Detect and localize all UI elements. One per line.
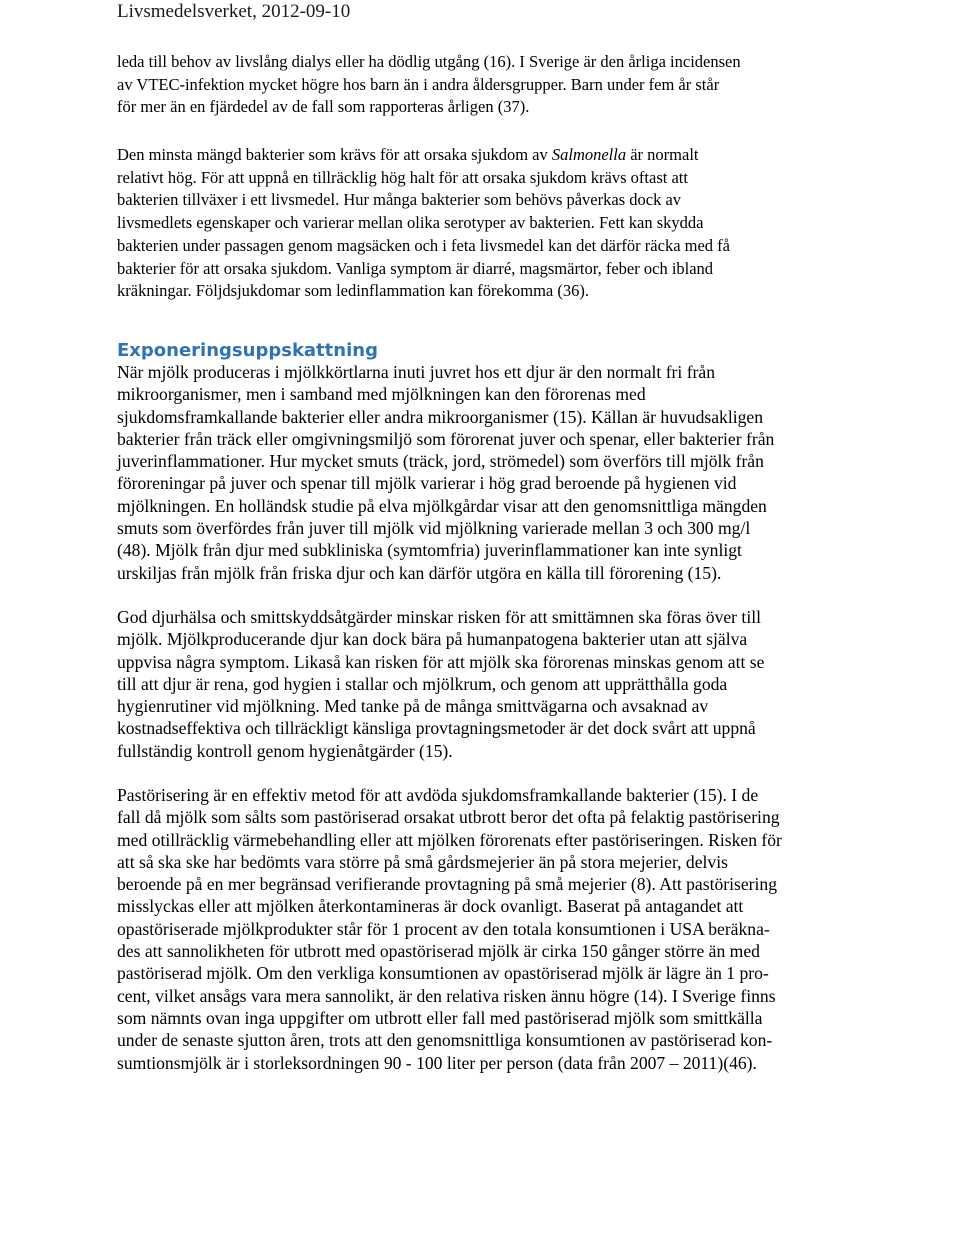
text-run: Den minsta mängd bakterier som krävs för att orsaka sjukdom av — [117, 145, 552, 164]
text-line: des att sannolikheten för utbrott med opastöriserad mjölk är cirka 150 gånger större än med — [117, 941, 760, 962]
text-line: sumtionsmjölk är i storleksordningen 90 - 100 liter per person (data från 2007 – 2011)(46). — [117, 1052, 757, 1073]
text-line: urskiljas från mjölk från friska djur och kan därför utgöra en källa till förorening (15). — [117, 562, 722, 583]
text-line: Pastörisering är en effektiv metod för att avdöda sjukdomsframkallande bakterier (15). I de — [117, 785, 759, 805]
text-line — [117, 144, 857, 167]
text-line: När mjölk produceras i mjölkkörtlarna inuti juvret hos ett djur är den normalt fri från — [117, 362, 716, 382]
text-line: bakterien tillväxer i ett livsmedel. Hur många bakterier som behövs påverkas dock av — [117, 190, 682, 210]
text-line: kräkningar. Följdsjukdomar som ledinflammation kan förekomma (36). — [117, 281, 589, 301]
paragraph-vtec — [117, 51, 857, 119]
text-line: fall då mjölk som sålts som pastöriserad orsakat utbrott beror det ofta på felaktig pastörisering — [117, 807, 780, 828]
text-line: till att djur är rena, god hygien i stallar och mjölkrum, och genom att upprätthålla goda — [117, 673, 728, 694]
text-line: mjölkningen. En holländsk studie på elva mjölkgårdar visar att den genomsnittliga mängden — [117, 495, 767, 516]
paragraph-milk-production — [117, 361, 857, 584]
text-line: bakterier från träck eller omgivningsmiljö som förorenat juver och spenar, eller bakterier från — [117, 428, 775, 449]
text-line: bakterier för att orsaka sjukdom. Vanliga symptom är diarré, magsmärtor, feber och ibland — [117, 258, 714, 278]
text-line: opastöriserade mjölkprodukter står för 1 procent av den totala konsumtionen i USA beräkna- — [117, 918, 770, 939]
text-line: relativt hög. För att uppnå en tillräcklig hög halt för att orsaka sjukdom krävs oftast att — [117, 167, 688, 187]
text-line: God djurhälsa och smittskyddsåtgärder minskar risken för att smittämnen ska föras över till — [117, 607, 761, 627]
text-line: under de senaste sjutton åren, trots att den genomsnittliga konsumtionen av pastöriserad kon- — [117, 1030, 773, 1051]
text-line: hygienrutiner vid mjölkning. Med tanke på de många smittvägarna och avsaknad av — [117, 696, 709, 717]
text-line: misslyckas eller att mjölken återkontamineras är dock ovanligt. Baserat på antagandet att — [117, 896, 744, 917]
text-line: livsmedlets egenskaper och varierar mellan olika serotyper av bakterien. Fett kan skydda — [117, 213, 704, 233]
page-header: Livsmedelsverket, 2012-09-10 — [117, 1, 351, 22]
text-line: av VTEC-infektion mycket högre hos barn än i andra åldersgrupper. Barn under fem år står — [117, 74, 720, 94]
text-line: mikroorganismer, men i samband med mjölkningen kan den förorenas med — [117, 384, 646, 405]
text-line: sjukdomsframkallande bakterier eller andra mikroorganismer (15). Källan är huvudsakligen — [117, 406, 764, 427]
paragraph-pasteurization — [117, 784, 857, 1074]
paragraph-animal-health — [117, 606, 857, 762]
paragraph-salmonella — [117, 144, 857, 303]
text-line: mjölk. Mjölkproducerande djur kan dock bära på humanpatogena bakterier utan att själva — [117, 629, 748, 650]
text-run: är normalt — [626, 145, 699, 164]
text-line: cent, vilket ansågs vara mera sannolikt, är den relativa risken ännu högre (14). I Sverige finns — [117, 985, 776, 1006]
text-line: beroende på en mer begränsad verifierande provtagning på små mejerier (8). Att pastörisering — [117, 874, 777, 895]
text-line: föroreningar på juver och spenar till mjölk varierar i hög grad beroende på hygienen vid — [117, 473, 737, 494]
text-line: kostnadseffektiva och tillräckligt känsliga provtagningsmetoder är det dock svårt att uppnå — [117, 718, 756, 739]
text-line: smuts som överfördes från juver till mjölk vid mjölkning varierade mellan 3 och 300 mg/l — [117, 518, 751, 539]
text-line: för mer än en fjärdedel av de fall som rapporteras årligen (37). — [117, 97, 530, 117]
text-line: som nämnts ovan inga uppgifter om utbrott eller fall med pastöriserad mjölk som smittkälla — [117, 1007, 763, 1028]
text-line: pastöriserad mjölk. Om den verkliga konsumtionen av opastöriserad mjölk är lägre än 1 pro- — [117, 963, 769, 984]
text-line: med otillräcklig värmebehandling eller att mjölken förorenats efter pastöriseringen. Risken för — [117, 829, 782, 850]
text-line: fullständig kontroll genom hygienåtgärder (15). — [117, 740, 453, 761]
text-line: juverinflammationer. Hur mycket smuts (träck, jord, strömedel) som överförs till mjölk från — [117, 451, 764, 472]
text-line: leda till behov av livslång dialys eller ha dödlig utgång (16). I Sverige är den årliga incidensen — [117, 52, 741, 71]
text-line: uppvisa några symptom. Likaså kan risken för att mjölk ska förorenas minskas genom att se — [117, 651, 765, 672]
text-line: att så ska ske har bedömts vara större på små gårdsmejerier än på stora mejerier, delvis — [117, 851, 728, 872]
species-name: Salmonella — [551, 145, 627, 164]
section-heading: Exponeringsuppskattning — [117, 340, 378, 361]
text-line: bakterien under passagen genom magsäcken och i feta livsmedel kan det därför räcka med få — [117, 235, 730, 255]
text-line: (48). Mjölk från djur med subkliniska (symtomfria) juverinflammationer kan inte synligt — [117, 540, 742, 561]
